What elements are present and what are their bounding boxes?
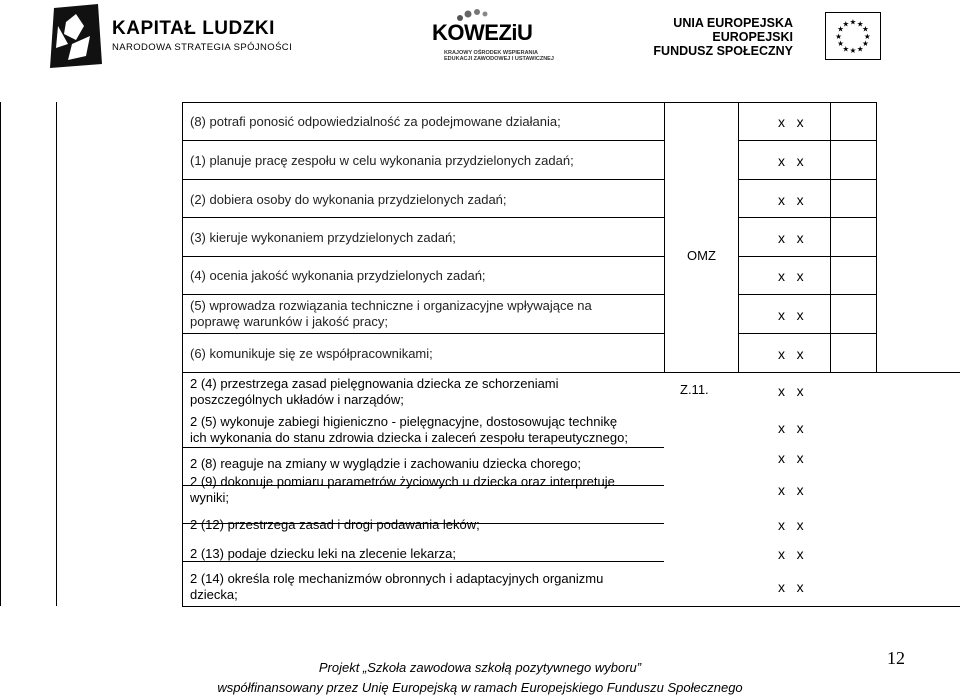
footer-project-line: Projekt „Szkoła zawodowa szkołą pozytywnego wyboru” xyxy=(318,660,642,675)
table-vline xyxy=(830,102,831,372)
omz-label: OMZ xyxy=(687,248,716,263)
row-mark: x x xyxy=(778,153,804,169)
row-mark: x x xyxy=(778,420,804,436)
table-hline xyxy=(738,140,876,141)
table-vline xyxy=(56,102,57,606)
eu-star-icon: ★ xyxy=(849,17,857,27)
table-hline xyxy=(182,447,664,448)
row-mark: x x xyxy=(778,546,804,562)
table-hline xyxy=(182,140,664,141)
row-text: (3) kieruje wykonaniem przydzielonych zadań; xyxy=(190,230,456,245)
eu-line3: FUNDUSZ SPOŁECZNY xyxy=(653,44,793,58)
table-hline xyxy=(738,333,876,334)
table-hline xyxy=(182,256,664,257)
row-mark: x x xyxy=(778,383,804,399)
eu-text xyxy=(653,16,793,58)
kapital-ludzki-logo xyxy=(46,4,293,68)
eu-star-icon: ★ xyxy=(862,24,869,34)
z11-label: Z.11. xyxy=(680,382,709,397)
table-hline xyxy=(182,217,664,218)
kowezu-subtitle-line2: EDUKACJI ZAWODOWEJ I USTAWICZNEJ xyxy=(444,56,554,62)
eu-social-fund-logo xyxy=(653,12,881,68)
eu-star-icon: ★ xyxy=(835,31,843,41)
table-vline xyxy=(876,102,877,372)
table-vline xyxy=(738,102,739,372)
kowezu-subtitle xyxy=(444,50,554,62)
row-mark: x x xyxy=(778,192,804,208)
table-hline xyxy=(738,294,876,295)
row-mark: x x xyxy=(778,346,804,362)
eu-line2: EUROPEJSKI xyxy=(712,30,793,44)
eu-star-icon: ★ xyxy=(849,46,857,56)
table-hline xyxy=(738,217,876,218)
eu-flag-icon xyxy=(825,12,881,60)
row-text-line2: poszczególnych układów i narządów; xyxy=(190,392,404,407)
eu-star-icon: ★ xyxy=(856,19,864,29)
row-text-line1: 2 (4) przestrzega zasad pielęgnowania dziecka ze schorzeniami xyxy=(190,376,559,391)
row-mark: x x xyxy=(778,268,804,284)
row-text-line1: (5) wprowadza rozwiązania techniczne i organizacyjne wpływające na xyxy=(190,298,592,313)
eu-star-icon: ★ xyxy=(837,39,844,49)
row-text: 2 (12) przestrzega zasad i drogi podawania leków; xyxy=(190,517,480,532)
table-hline xyxy=(182,294,664,295)
eu-line1: UNIA EUROPEJSKA xyxy=(673,16,793,30)
eu-star-icon: ★ xyxy=(862,39,869,49)
row-text-line2: ich wykonania do stanu zdrowia dziecka i zaleceń zespołu terapeutycznego; xyxy=(190,430,628,445)
row-text-line2: wyniki; xyxy=(190,490,230,505)
row-text-line2: dziecka; xyxy=(190,587,238,602)
table-hline xyxy=(182,102,876,103)
row-text: 2 (13) podaje dziecku leki na zlecenie lekarza; xyxy=(190,546,456,561)
row-text-line1: 2 (9) dokonuje pomiaru parametrów życiowych u dziecka oraz interpretuje xyxy=(190,474,615,489)
table-vline xyxy=(664,102,665,372)
kowezu-subtitle-line1: KRAJOWY OŚRODEK WSPIERANIA xyxy=(444,50,539,56)
kapital-ludzki-subtitle: NARODOWA STRATEGIA SPÓJNOŚCI xyxy=(112,42,293,53)
eu-star-icon: ★ xyxy=(842,44,850,54)
row-text: 2 (8) reaguje na zmiany w wyglądzie i zachowaniu dziecka chorego; xyxy=(190,456,581,471)
kapital-ludzki-emblem-icon xyxy=(46,4,106,68)
table-hline xyxy=(182,179,664,180)
kowezu-title: KOWEZiU xyxy=(432,20,533,45)
row-mark: x x xyxy=(778,517,804,533)
eu-star-icon: ★ xyxy=(856,44,864,54)
table-hline xyxy=(182,333,664,334)
row-text: (8) potrafi ponosić odpowiedzialność za podejmowane działania; xyxy=(190,114,561,129)
row-mark: x x xyxy=(778,579,804,595)
table-hline xyxy=(738,256,876,257)
row-mark: x x xyxy=(778,450,804,466)
table-hline xyxy=(182,606,960,607)
footer-funding-line: współfinansowany przez Unię Europejską w ramach Europejskiego Funduszu Społecznego xyxy=(217,680,743,695)
kapital-ludzki-title: KAPITAŁ LUDZKI xyxy=(112,18,275,39)
row-mark: x x xyxy=(778,307,804,323)
kowezu-logo xyxy=(432,8,554,68)
table-hline xyxy=(182,372,960,373)
row-text: (2) dobiera osoby do wykonania przydzielonych zadań; xyxy=(190,192,507,207)
row-mark: x x xyxy=(778,114,804,130)
table-hline xyxy=(738,179,876,180)
row-text-line1: 2 (5) wykonuje zabiegi higieniczno - pielęgnacyjne, dostosowując technikę xyxy=(190,414,618,429)
eu-star-icon: ★ xyxy=(842,19,850,29)
row-text-line2: poprawę warunków i jakość pracy; xyxy=(190,314,388,329)
table-vline xyxy=(0,102,1,606)
row-text: (6) komunikuje się ze współpracownikami; xyxy=(190,346,433,361)
row-text: (4) ocenia jakość wykonania przydzielonych zadań; xyxy=(190,268,486,283)
table-vline xyxy=(182,102,183,606)
eu-star-icon: ★ xyxy=(863,31,871,41)
row-text-line1: 2 (14) określa rolę mechanizmów obronnych i adaptacyjnych organizmu xyxy=(190,571,604,586)
row-text: (1) planuje pracę zespołu w celu wykonania przydzielonych zadań; xyxy=(190,153,574,168)
row-mark: x x xyxy=(778,482,804,498)
row-mark: x x xyxy=(778,230,804,246)
eu-star-icon: ★ xyxy=(837,24,844,34)
page-number: 12 xyxy=(887,648,905,668)
